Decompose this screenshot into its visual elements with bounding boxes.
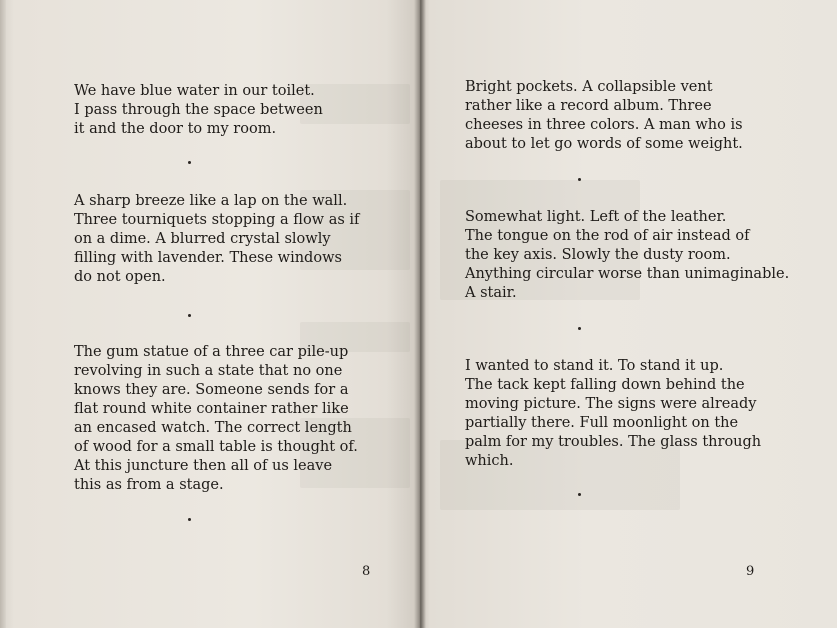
right-page [420, 0, 837, 628]
section-dot [578, 493, 581, 496]
section-dot [188, 518, 191, 521]
page-edge [0, 0, 6, 628]
stanza-line: cheeses in three colors. A man who is [465, 117, 743, 133]
section-dot [188, 161, 191, 164]
stanza-line: an encased watch. The correct length [74, 420, 352, 436]
stanza-line: revolving in such a state that no one [74, 363, 343, 379]
stanza-2 [74, 192, 359, 287]
stanza-line: Somewhat light. Left of the leather. [465, 209, 727, 225]
stanza-line: which. [465, 453, 514, 469]
stanza-line: knows they are. Someone sends for a [74, 382, 349, 398]
stanza-line: Anything circular worse than unimaginable. [465, 266, 790, 282]
stanza-6 [465, 357, 761, 471]
stanza-line: this as from a stage. [74, 477, 224, 493]
stanza-line: A sharp breeze like a lap on the wall. [74, 193, 348, 209]
stanza-5 [465, 208, 789, 303]
stanza-line: flat round white container rather like [74, 401, 349, 417]
stanza-1 [74, 82, 323, 139]
page-number: 8 [362, 564, 371, 579]
stanza-line: A stair. [465, 285, 517, 301]
stanza-line: The tongue on the rod of air instead of [465, 228, 750, 244]
stanza-line: it and the door to my room. [74, 121, 277, 137]
stanza-line: Three tourniquets stopping a flow as if [74, 212, 360, 228]
stanza-line: the key axis. Slowly the dusty room. [465, 247, 731, 263]
stanza-line: I wanted to stand it. To stand it up. [465, 358, 724, 374]
stanza-line: Bright pockets. A collapsible vent [465, 79, 713, 95]
section-dot [578, 327, 581, 330]
stanza-4 [465, 78, 743, 154]
stanza-line: palm for my troubles. The glass through [465, 434, 762, 450]
stanza-line: We have blue water in our toilet. [74, 83, 315, 99]
section-dot [188, 314, 191, 317]
stanza-line: partially there. Full moonlight on the [465, 415, 739, 431]
stanza-line: At this juncture then all of us leave [74, 458, 333, 474]
stanza-line: rather like a record album. Three [465, 98, 712, 114]
stanza-line: do not open. [74, 269, 166, 285]
stanza-line: The gum statue of a three car pile-up [74, 344, 349, 360]
stanza-line: about to let go words of some weight. [465, 136, 743, 152]
book-gutter [414, 0, 426, 628]
page-number: 9 [746, 564, 755, 579]
stanza-line: of wood for a small table is thought of. [74, 439, 358, 455]
stanza-line: on a dime. A blurred crystal slowly [74, 231, 331, 247]
stanza-3 [74, 343, 358, 495]
stanza-line: I pass through the space between [74, 102, 323, 118]
stanza-line: filling with lavender. These windows [74, 250, 342, 266]
section-dot [578, 178, 581, 181]
stanza-line: moving picture. The signs were already [465, 396, 757, 412]
stanza-line: The tack kept falling down behind the [465, 377, 745, 393]
